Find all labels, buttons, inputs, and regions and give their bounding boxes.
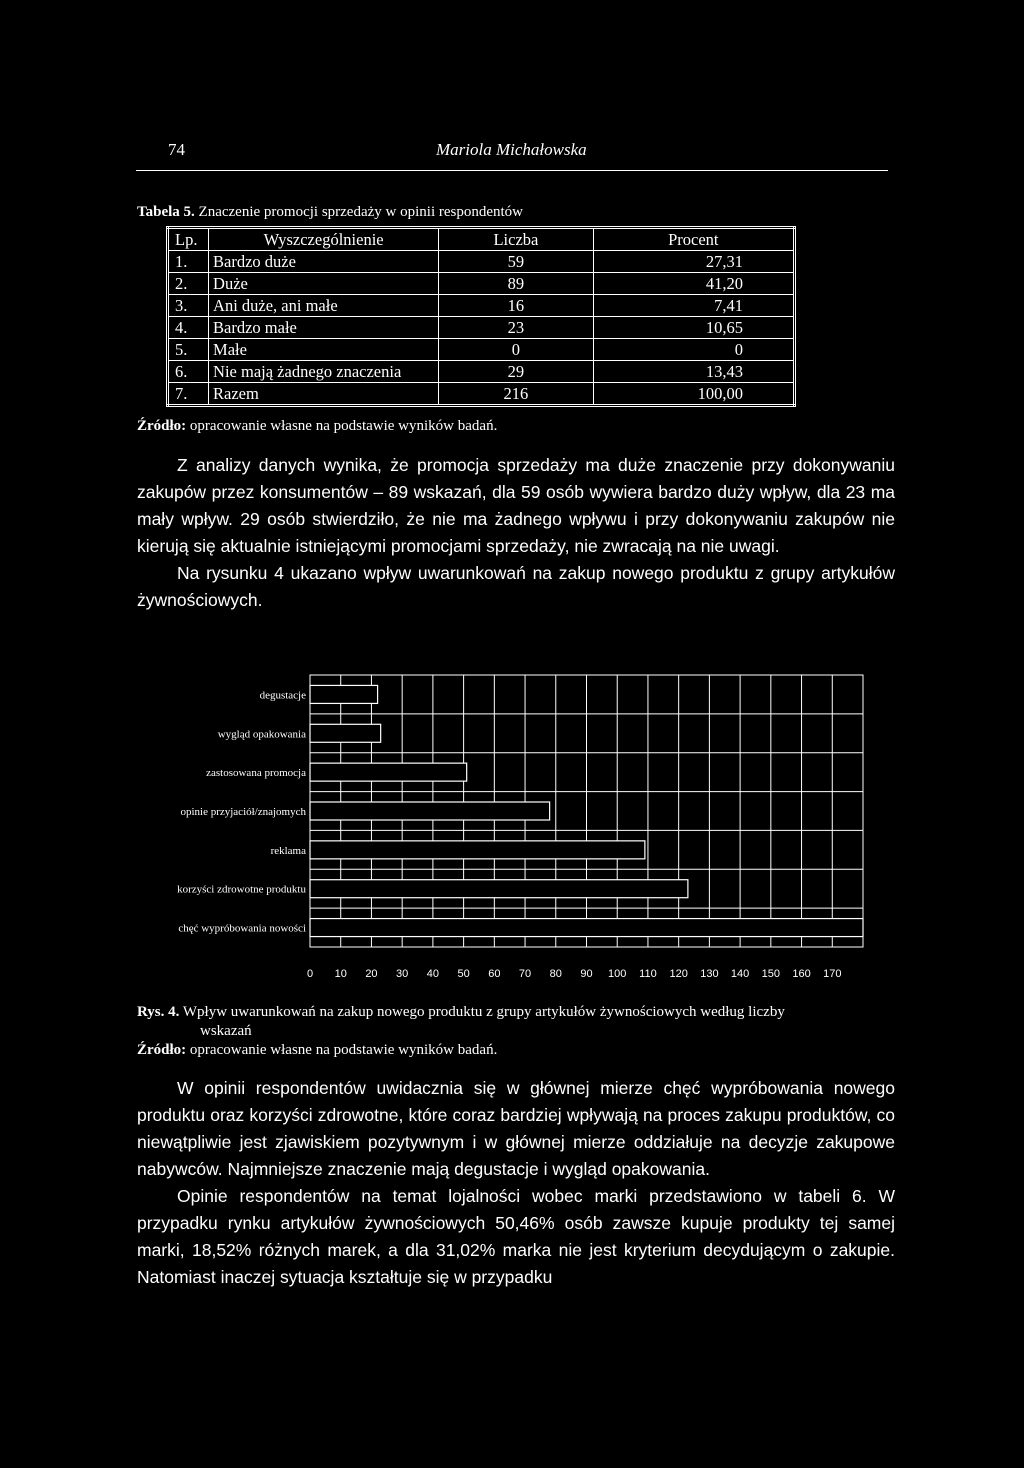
body-text-block-1 (137, 452, 895, 614)
x-tick-label: 0 (306, 968, 314, 980)
table-cell-percent: 10,65 (593, 317, 794, 339)
table-cell-lp: 5. (168, 339, 209, 361)
table-cell-item: Ani duże, ani małe (209, 295, 439, 317)
table-row (168, 383, 795, 406)
table-row (168, 251, 795, 273)
table-cell-percent: 100,00 (593, 383, 794, 406)
x-tick-label: 30 (396, 968, 409, 980)
table-caption-label: Tabela 5. (137, 204, 195, 220)
table-row (168, 317, 795, 339)
page-number: 74 (168, 140, 185, 159)
figure-label: Rys. 4. (137, 1004, 180, 1020)
category-label: reklama (270, 844, 306, 857)
bar (310, 802, 550, 820)
table-cell-count: 89 (439, 273, 593, 295)
figure-source-label: Źródło: (137, 1042, 187, 1058)
paragraph: W opinii respondentów uwidacznia się w głównej mierze chęć wypróbowania nowego produktu oraz korzyści zdrowotne, które coraz bardziej wpływają na proces zakupu produktów, co niewątpliwie jest zjawiskiem pozytywnym i w głównej mierze oddziałuje na decyzje zakupowe nabywców. Najmniejsze znaczenie mają degustacje i wygląd opakowania. (137, 1078, 895, 1179)
paragraph: Na rysunku 4 ukazano wpływ uwarunkowań na zakup nowego produktu z grupy artykułów żywnościowych. (137, 563, 895, 610)
table-cell-count: 59 (439, 251, 593, 273)
x-tick-label: 170 (823, 968, 842, 980)
figure-source-text: opracowanie własne na podstawie wyników badań. (189, 1042, 498, 1058)
table-header-count: Liczba (439, 228, 593, 251)
x-tick-label: 110 (639, 968, 657, 980)
figure-source (137, 1041, 897, 1060)
x-tick-label: 120 (669, 968, 688, 980)
table-cell-count: 23 (439, 317, 593, 339)
table-cell-count: 216 (439, 383, 593, 406)
table-cell-item: Małe (209, 339, 439, 361)
table-cell-percent: 0 (593, 339, 794, 361)
category-label: degustacje (259, 689, 306, 702)
x-tick-label: 140 (730, 968, 750, 980)
x-tick-label: 20 (365, 968, 378, 980)
header-rule (136, 170, 888, 171)
table-cell-item: Duże (209, 273, 439, 295)
x-tick-label: 130 (700, 968, 719, 980)
bar (310, 880, 688, 898)
figure-caption (137, 1003, 897, 1060)
table-cell-count: 0 (439, 339, 593, 361)
table-cell-item: Nie mają żadnego znaczenia (209, 361, 439, 383)
table-cell-lp: 6. (168, 361, 209, 383)
x-tick-label: 50 (457, 968, 470, 980)
table-row (168, 273, 795, 295)
figure-caption-text: Wpływ uwarunkowań na zakup nowego produktu z grupy artykułów żywnościowych według liczby (182, 1004, 785, 1020)
bar (310, 685, 378, 703)
table-cell-lp: 4. (168, 317, 209, 339)
table-cell-percent: 41,20 (593, 273, 794, 295)
table-cell-percent: 7,41 (593, 295, 794, 317)
table-cell-percent: 13,43 (593, 361, 794, 383)
table-cell-item: Razem (209, 383, 439, 406)
category-label: wygląd opakowania (217, 728, 306, 741)
figure-caption-line (137, 1003, 897, 1022)
category-label: zastosowana promocja (206, 767, 306, 780)
x-tick-label: 160 (792, 968, 811, 980)
x-tick-label: 40 (426, 968, 440, 980)
table-cell-count: 29 (439, 361, 593, 383)
body-text-block-2 (137, 1075, 895, 1291)
table-cell-item: Bardzo duże (209, 251, 439, 273)
bar (310, 724, 381, 742)
category-label: opinie przyjaciół/znajomych (180, 806, 306, 818)
bar (310, 919, 863, 937)
x-tick-label: 60 (488, 968, 501, 980)
table-row (168, 295, 795, 317)
table-caption-text: Znaczenie promocji sprzedaży w opinii respondentów (198, 204, 524, 220)
x-tick-label: 80 (549, 968, 562, 980)
table-cell-lp: 7. (168, 383, 209, 406)
table-source-label: Źródło: (137, 418, 187, 434)
table-cell-count: 16 (439, 295, 593, 317)
table-source-text: opracowanie własne na podstawie wyników badań. (189, 418, 498, 434)
bar (310, 763, 467, 781)
bar-chart (130, 665, 890, 995)
table-cell-item: Bardzo małe (209, 317, 439, 339)
table-row (168, 361, 795, 383)
x-tick-label: 90 (580, 968, 593, 980)
x-tick-label: 10 (334, 968, 347, 980)
table-caption (137, 204, 523, 221)
x-tick-label: 100 (608, 968, 627, 980)
category-label: chęć wypróbowania nowości (178, 922, 306, 935)
table-source (137, 418, 497, 435)
category-label: korzyści zdrowotne produktu (177, 883, 306, 896)
chart (130, 665, 890, 995)
running-header-author: Mariola Michałowska (436, 140, 587, 159)
table-header-row (168, 228, 795, 251)
table-body (168, 251, 795, 406)
paragraph: Z analizy danych wynika, że promocja sprzedaży ma duże znaczenie przy dokonywaniu zakupów przez konsumentów – 89 wskazań, dla 59 osób wywiera bardzo duży wpływ, dla 23 ma mały wpływ. 29 osób stwierdziło, że nie ma żadnego wpływu i przy dokonywaniu zakupów nie kierują się aktualnie istniejącymi promocjami sprzedaży, nie zwracają na nie uwagi. (137, 455, 895, 556)
table-cell-lp: 3. (168, 295, 209, 317)
x-tick-label: 150 (761, 968, 781, 980)
table-header-percent: Procent (593, 228, 794, 251)
table-cell-percent: 27,31 (593, 251, 794, 273)
table-header-item: Wyszczególnienie (209, 228, 439, 251)
figure-caption-line-2: wskazań (200, 1023, 252, 1039)
table-cell-lp: 2. (168, 273, 209, 295)
data-table (166, 226, 796, 407)
bar (310, 841, 645, 859)
table-row (168, 339, 795, 361)
table-header-lp: Lp. (168, 228, 209, 251)
paragraph: Opinie respondentów na temat lojalności wobec marki przedstawiono w tabeli 6. W przypadku rynku artykułów żywnościowych 50,46% osób zawsze kupuje produkty tej samej marki, 18,52% różnych marek, a dla 31,02% marka nie jest kryterium decydującym o zakupie. Natomiast inaczej sytuacja kształtuje się w przypadku (137, 1186, 895, 1287)
x-tick-label: 70 (518, 968, 532, 980)
table-cell-lp: 1. (168, 251, 209, 273)
